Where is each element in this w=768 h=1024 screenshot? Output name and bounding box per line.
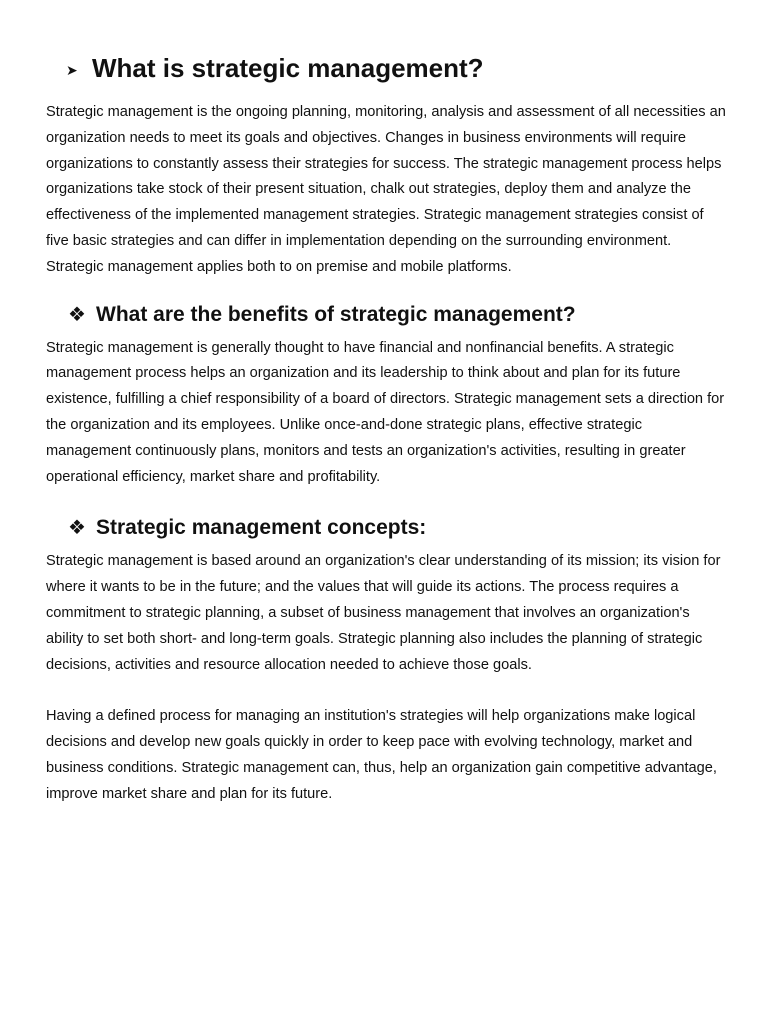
four-diamond-bullet-icon: ❖ [68,517,86,540]
section-paragraph: Strategic management is based around an organization's clear understanding of its mission; its vision for where it wants to be in the future; and the values that will guide its actions. The process requires a commitment to strategic planning, a subset of business management that involves an organization's ability to set both short- and long-term goals. Strategic planning also includes the planning of strategic decisions, activities and resource allocation needed to achieve those goals. [46,553,721,673]
section-heading [68,298,728,332]
section-heading-text: What are the benefits of strategic management? [96,302,576,326]
arrow-bullet-icon: ➤ [66,62,78,78]
four-diamond-bullet-icon: ❖ [68,303,86,326]
section-paragraph: Strategic management is generally thought to have financial and nonfinancial benefits. A strategic management process helps an organization and its leadership to think about and plan for its future existence, fulfilling a chief responsibility of a board of directors. Strategic management sets a direction for the organization and its employees. Unlike once-and-done strategic plans, effective strategic management continuously plans, monitors and tests an organization's activities, resulting in greater operational efficiency, market share and profitability. [46,339,725,485]
section-heading-text: What is strategic management? [92,53,484,83]
section-heading [66,48,728,88]
section-paragraph: Having a defined process for managing an institution's strategies will help organizations make logical decisions and develop new goals quickly in order to keep pace with evolving technology, market and business conditions. Strategic management can, thus, help an organization gain competitive advantage, improve market share and plan for its future. [46,708,717,802]
section-paragraph: Strategic management is the ongoing planning, monitoring, analysis and assessment of all necessities an organization needs to meet its goals and objectives. Changes in business environments will require organizations to constantly assess their strategies for success. The strategic management process helps organizations take stock of their present situation, chalk out strategies, deploy them and analyze the effectiveness of the implemented management strategies. Strategic management strategies consist of five basic strategies and can differ in implementation depending on the surrounding environment. Strategic management applies both to on premise and mobile platforms. [46,104,726,275]
section-heading-text: Strategic management concepts: [96,516,427,540]
section-heading [68,511,728,545]
